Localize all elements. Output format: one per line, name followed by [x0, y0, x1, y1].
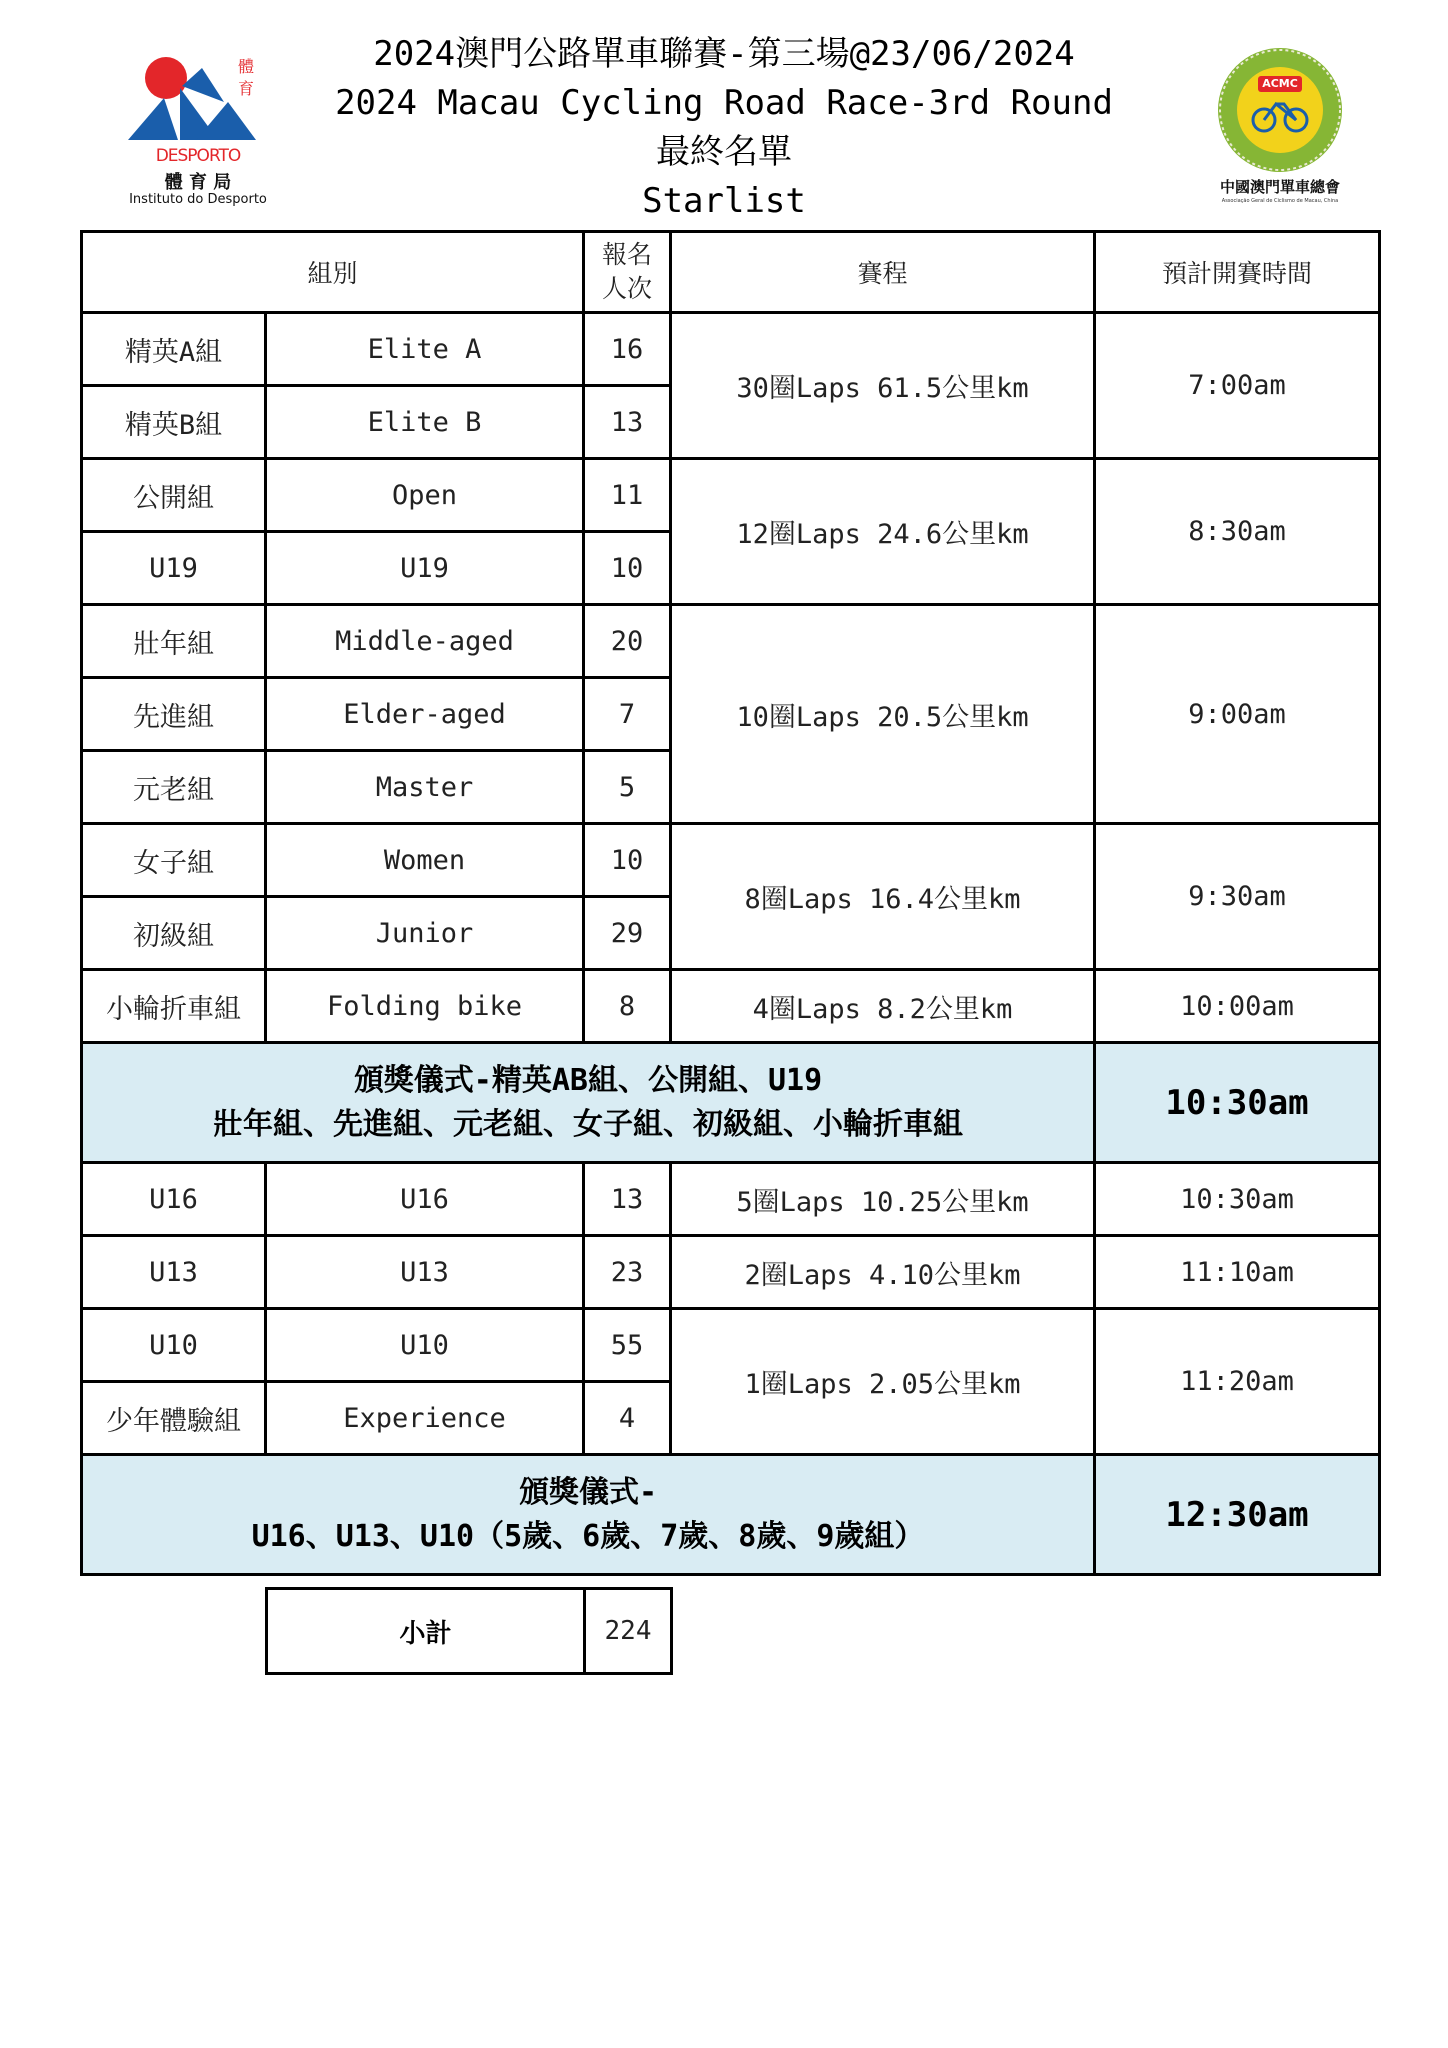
category-zh: 小輪折車組 — [82, 970, 266, 1043]
race-route: 10圈Laps 20.5公里km — [671, 605, 1095, 824]
award-ceremony-row — [82, 1455, 1380, 1575]
category-en: Experience — [266, 1382, 584, 1455]
award-line-1: 頒獎儀式-精英AB組、公開組、U19 — [353, 1062, 823, 1098]
entry-count: 13 — [584, 1163, 671, 1236]
title-line-2: 2024 Macau Cycling Road Race-3rd Round — [335, 83, 1113, 123]
start-time: 11:10am — [1095, 1236, 1380, 1309]
page-header — [0, 0, 1448, 228]
subtotal-value: 224 — [585, 1589, 672, 1674]
category-zh: U19 — [82, 532, 266, 605]
desporto-name-pt: Instituto do Desporto — [129, 192, 267, 207]
race-route: 1圈Laps 2.05公里km — [671, 1309, 1095, 1455]
race-route: 12圈Laps 24.6公里km — [671, 459, 1095, 605]
category-zh: 女子組 — [82, 824, 266, 897]
header-group: 組別 — [82, 232, 584, 313]
category-zh: 先進組 — [82, 678, 266, 751]
award-line-2: 壯年組、先進組、元老組、女子組、初級組、小輪折車組 — [213, 1106, 963, 1142]
table-row — [82, 1163, 1380, 1236]
category-en: Elite B — [266, 386, 584, 459]
category-en: U19 — [266, 532, 584, 605]
category-en: Master — [266, 751, 584, 824]
table-row — [82, 605, 1380, 678]
category-zh: 少年體驗組 — [82, 1382, 266, 1455]
entry-count: 4 — [584, 1382, 671, 1455]
table-header-row — [82, 232, 1380, 313]
category-en: Junior — [266, 897, 584, 970]
start-time: 10:00am — [1095, 970, 1380, 1043]
title-line-4: Starlist — [642, 181, 806, 221]
award-ceremony-groups — [82, 1455, 1095, 1575]
category-en: U16 — [266, 1163, 584, 1236]
award-line-1: 頒獎儀式- — [518, 1474, 658, 1510]
header-count-line2: 人次 — [602, 274, 653, 303]
category-en: Folding bike — [266, 970, 584, 1043]
acmc-logo — [1200, 46, 1360, 216]
instituto-do-desporto-logo — [118, 50, 278, 220]
start-time: 8:30am — [1095, 459, 1380, 605]
start-time: 11:20am — [1095, 1309, 1380, 1455]
starlist-table — [80, 230, 1381, 1576]
entry-count: 29 — [584, 897, 671, 970]
category-en: Open — [266, 459, 584, 532]
category-en: Middle-aged — [266, 605, 584, 678]
document-title — [300, 30, 1148, 226]
acmc-badge-text: ACMC — [1262, 77, 1298, 90]
category-zh: 元老組 — [82, 751, 266, 824]
header-race: 賽程 — [671, 232, 1095, 313]
subtotal-row — [267, 1589, 672, 1674]
start-time: 9:30am — [1095, 824, 1380, 970]
award-ceremony-time: 10:30am — [1095, 1043, 1380, 1163]
entry-count: 23 — [584, 1236, 671, 1309]
entry-count: 8 — [584, 970, 671, 1043]
table-row — [82, 1309, 1380, 1382]
race-route: 30圈Laps 61.5公里km — [671, 313, 1095, 459]
entry-count: 7 — [584, 678, 671, 751]
category-zh: U16 — [82, 1163, 266, 1236]
entry-count: 20 — [584, 605, 671, 678]
award-ceremony-groups — [82, 1043, 1095, 1163]
entry-count: 10 — [584, 532, 671, 605]
award-ceremony-row — [82, 1043, 1380, 1163]
header-count-line1: 報名 — [602, 240, 653, 269]
entry-count: 5 — [584, 751, 671, 824]
race-route: 8圈Laps 16.4公里km — [671, 824, 1095, 970]
table-row — [82, 459, 1380, 532]
race-route: 2圈Laps 4.10公里km — [671, 1236, 1095, 1309]
subtotal-table — [265, 1587, 673, 1675]
category-zh: 公開組 — [82, 459, 266, 532]
category-en: U13 — [266, 1236, 584, 1309]
start-time: 10:30am — [1095, 1163, 1380, 1236]
category-zh: 精英A組 — [82, 313, 266, 386]
race-route: 5圈Laps 10.25公里km — [671, 1163, 1095, 1236]
award-line-2: U16、U13、U10（5歲、6歲、7歲、8歲、9歲組） — [251, 1518, 925, 1554]
desporto-name-zh: 體 育 局 — [164, 172, 232, 193]
category-zh: 精英B組 — [82, 386, 266, 459]
race-route: 4圈Laps 8.2公里km — [671, 970, 1095, 1043]
header-time: 預計開賽時間 — [1095, 232, 1380, 313]
category-en: Women — [266, 824, 584, 897]
table-row — [82, 970, 1380, 1043]
subtotal-label: 小計 — [267, 1589, 585, 1674]
category-en: Elite A — [266, 313, 584, 386]
header-count — [584, 232, 671, 313]
category-zh: U10 — [82, 1309, 266, 1382]
category-zh: 初級組 — [82, 897, 266, 970]
entry-count: 11 — [584, 459, 671, 532]
title-line-1: 2024澳門公路單車聯賽-第三場@23/06/2024 — [373, 34, 1075, 74]
entry-count: 10 — [584, 824, 671, 897]
table-row — [82, 313, 1380, 386]
entry-count: 13 — [584, 386, 671, 459]
entry-count: 16 — [584, 313, 671, 386]
category-en: Elder-aged — [266, 678, 584, 751]
table-row — [82, 824, 1380, 897]
desporto-badge-text: 體 育 — [238, 57, 255, 98]
award-ceremony-time: 12:30am — [1095, 1455, 1380, 1575]
acmc-name-zh: 中國澳門單車總會 — [1219, 178, 1340, 196]
acmc-emblem-icon — [1200, 46, 1360, 174]
acmc-name-pt: Associação Geral de Ciclismo de Macau, China — [1221, 198, 1339, 204]
category-en: U10 — [266, 1309, 584, 1382]
category-zh: U13 — [82, 1236, 266, 1309]
start-time: 9:00am — [1095, 605, 1380, 824]
desporto-brand: DESPORTO — [155, 146, 241, 166]
entry-count: 55 — [584, 1309, 671, 1382]
title-line-3: 最終名單 — [656, 132, 792, 172]
category-zh: 壯年組 — [82, 605, 266, 678]
start-time: 7:00am — [1095, 313, 1380, 459]
table-row — [82, 1236, 1380, 1309]
